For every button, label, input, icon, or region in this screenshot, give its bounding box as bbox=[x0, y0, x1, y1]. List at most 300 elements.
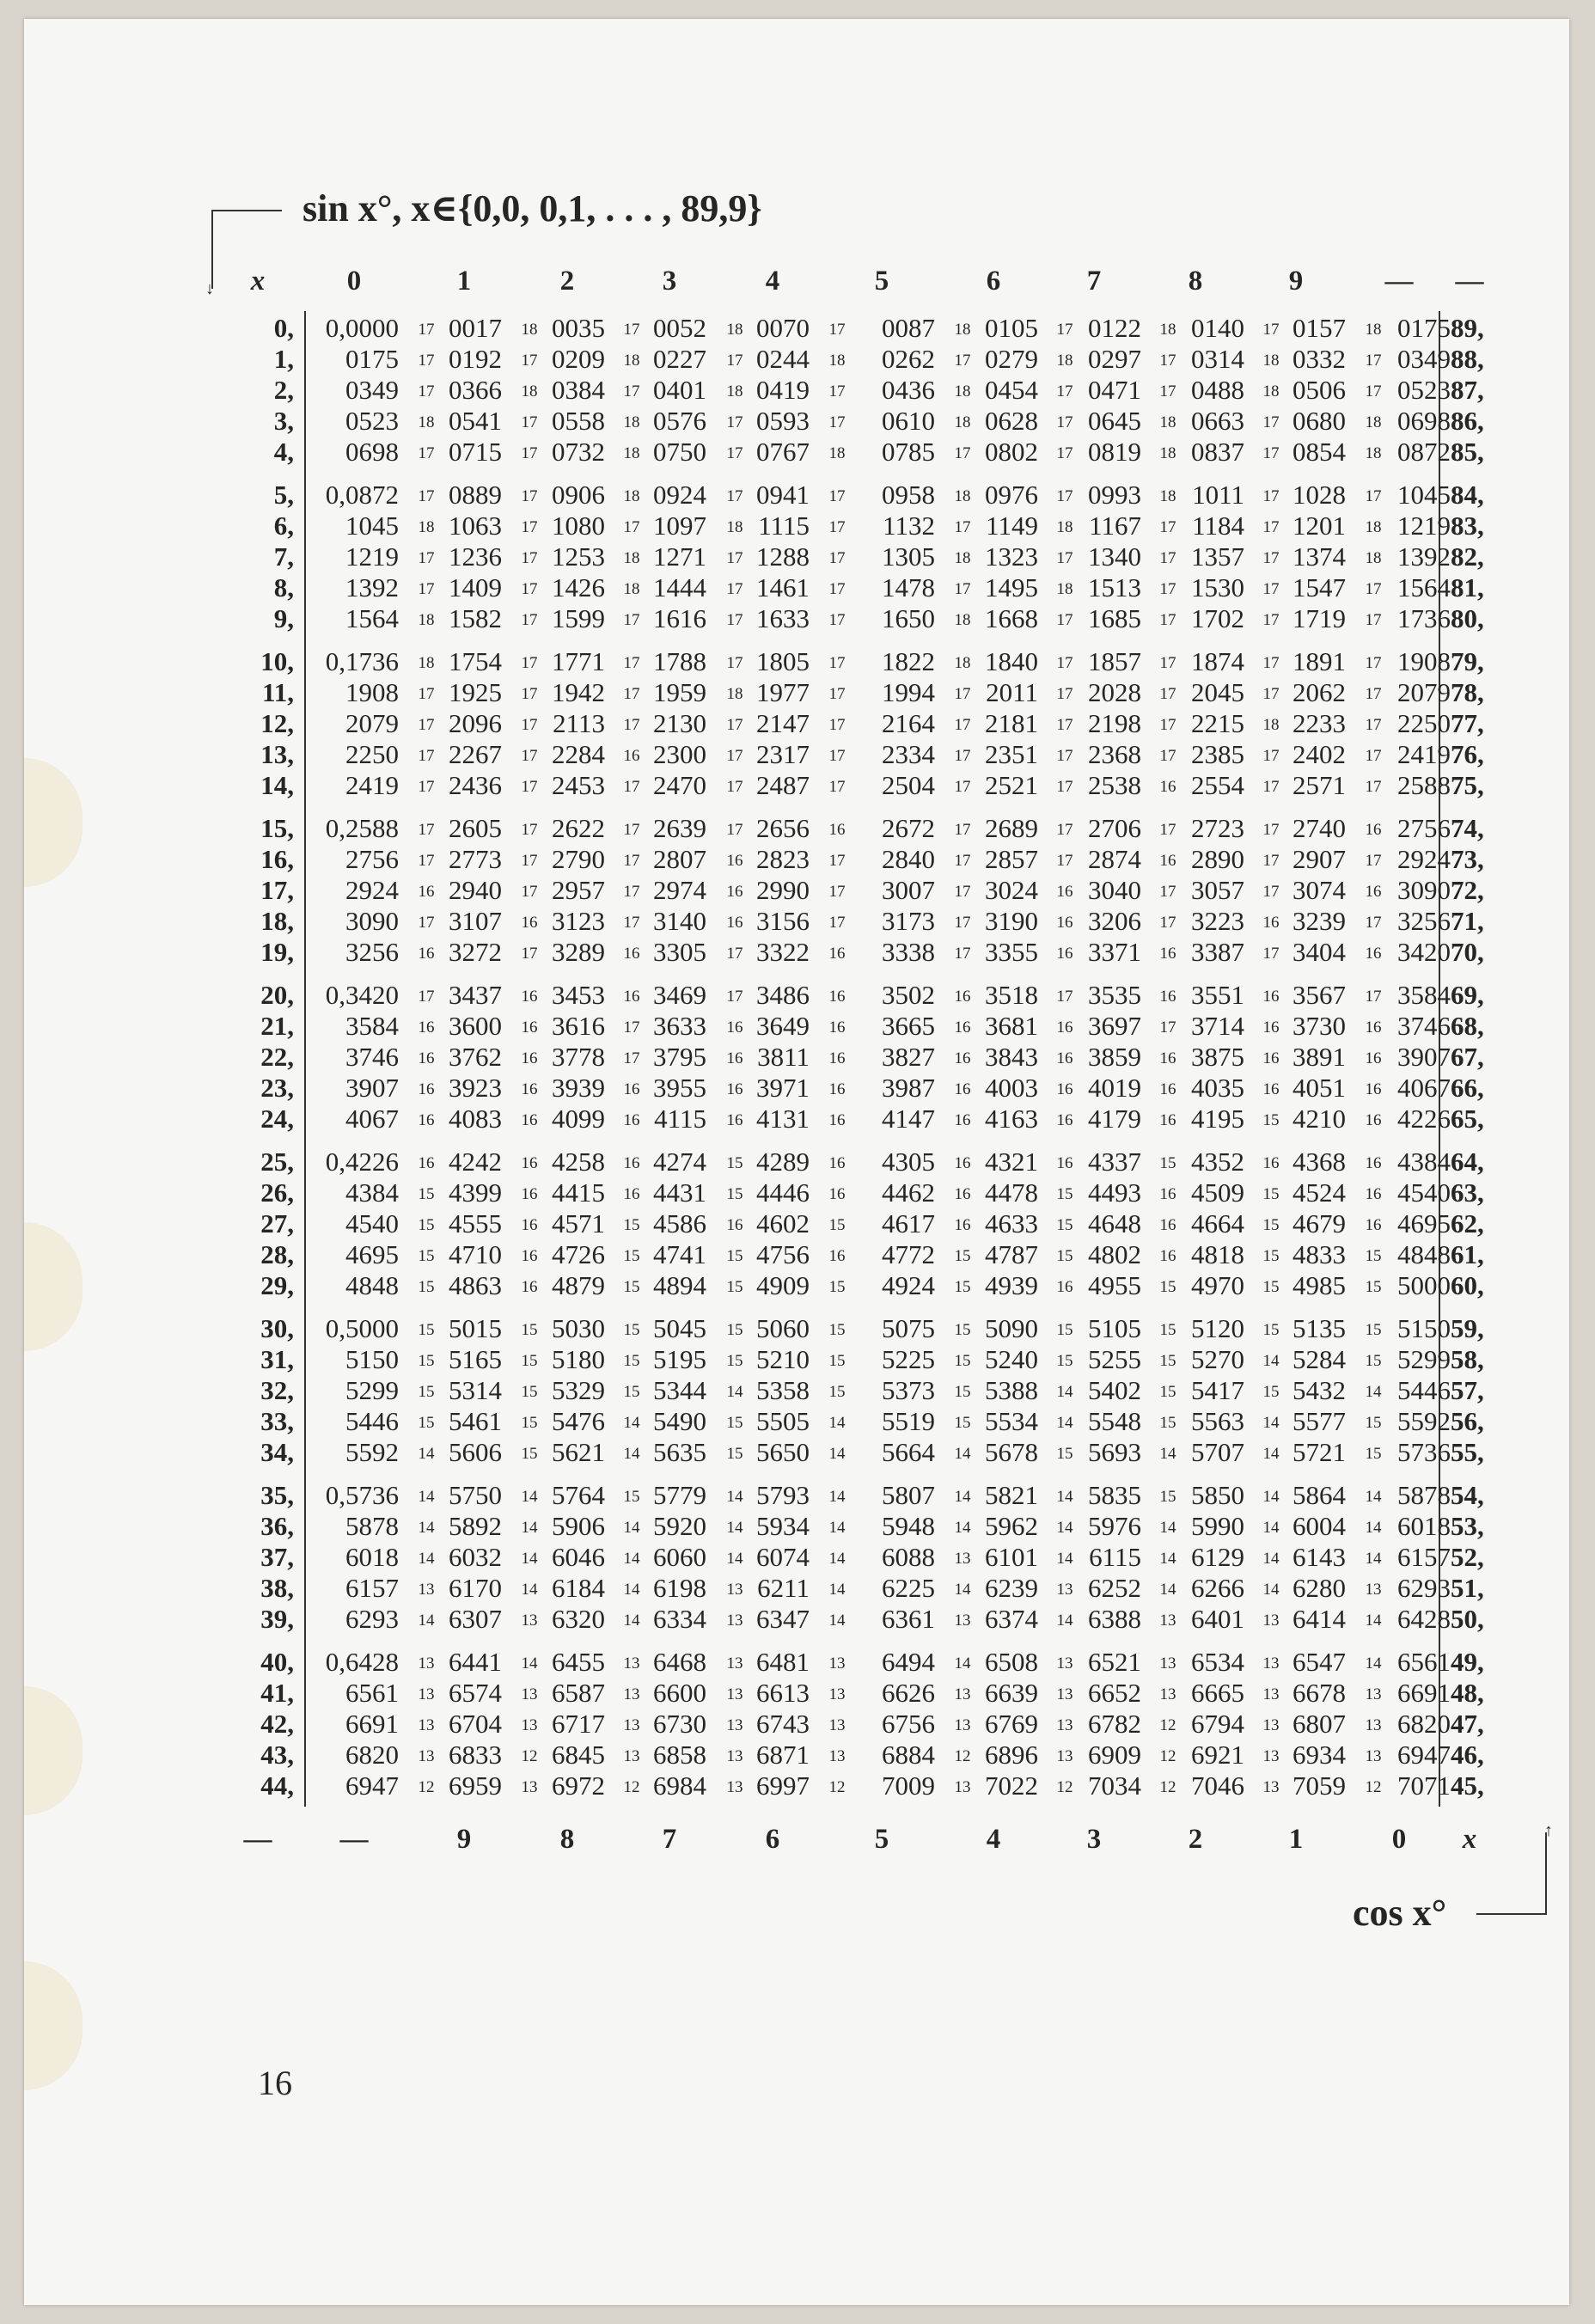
row-degree-label: 9, bbox=[273, 603, 294, 633]
sine-value: 5000 bbox=[1397, 1270, 1451, 1300]
difference-value: 16 bbox=[726, 883, 743, 901]
difference-value: 15 bbox=[828, 1383, 846, 1401]
difference-value: 18 bbox=[726, 685, 743, 703]
difference-value: 17 bbox=[1262, 580, 1280, 598]
difference-value: 15 bbox=[623, 1278, 640, 1296]
table-row bbox=[24, 1239, 1569, 1270]
row-cos-degree-label: 79, bbox=[1451, 646, 1484, 676]
sine-value: 3024 bbox=[985, 875, 1038, 905]
difference-value: 12 bbox=[1159, 1716, 1176, 1734]
difference-value: 13 bbox=[1365, 1581, 1382, 1599]
difference-value: 17 bbox=[726, 988, 743, 1006]
difference-value: 15 bbox=[418, 1321, 435, 1339]
sine-value: 4710 bbox=[449, 1239, 502, 1269]
sine-value: 4384 bbox=[345, 1177, 399, 1208]
row-degree-label: 25, bbox=[260, 1147, 294, 1177]
sine-value: 0976 bbox=[985, 480, 1038, 510]
difference-value: 16 bbox=[1262, 988, 1280, 1006]
sine-value: 1754 bbox=[449, 646, 502, 676]
row-cos-degree-label: 86, bbox=[1451, 406, 1484, 436]
difference-value: 16 bbox=[954, 1185, 971, 1203]
difference-value: 16 bbox=[828, 988, 846, 1006]
row-degree-label: 41, bbox=[260, 1678, 294, 1708]
difference-value: 15 bbox=[1056, 1321, 1073, 1339]
table-row bbox=[24, 437, 1569, 468]
sine-value: 3173 bbox=[882, 906, 935, 936]
difference-value: 17 bbox=[418, 852, 435, 870]
difference-value: 16 bbox=[1262, 1049, 1280, 1067]
table-row bbox=[24, 646, 1569, 677]
sine-value: 0576 bbox=[653, 406, 706, 436]
difference-value: 17 bbox=[418, 716, 435, 734]
difference-value: 13 bbox=[521, 1778, 538, 1796]
difference-value: 14 bbox=[1262, 1519, 1280, 1537]
sine-value: 4431 bbox=[653, 1177, 706, 1208]
sine-value: 1028 bbox=[1292, 480, 1346, 510]
sine-value: 2622 bbox=[552, 813, 605, 843]
row-degree-label: 6, bbox=[273, 511, 294, 541]
difference-value: 17 bbox=[828, 487, 846, 505]
sine-value: 3007 bbox=[882, 875, 935, 905]
header-cell-1: 0 bbox=[346, 266, 362, 297]
footer-cell-12: x bbox=[1462, 1824, 1477, 1855]
difference-value: 13 bbox=[1365, 1747, 1382, 1765]
difference-value: 18 bbox=[726, 321, 743, 339]
header-cell-2: 1 bbox=[456, 266, 472, 297]
difference-value: 17 bbox=[1056, 716, 1073, 734]
difference-value: 17 bbox=[1365, 778, 1382, 796]
sine-value: 3827 bbox=[882, 1042, 935, 1072]
difference-value: 18 bbox=[726, 518, 743, 536]
difference-value: 14 bbox=[418, 1488, 435, 1506]
difference-value: 15 bbox=[726, 1185, 743, 1203]
difference-value: 15 bbox=[418, 1414, 435, 1432]
sine-value: 6730 bbox=[653, 1709, 706, 1739]
sine-value: 3305 bbox=[653, 937, 706, 967]
sine-value: 6587 bbox=[552, 1678, 605, 1708]
sine-value: 0157 bbox=[1292, 313, 1346, 343]
sine-value: 5060 bbox=[756, 1313, 810, 1343]
sine-value: 1925 bbox=[449, 677, 502, 707]
sine-value: 1942 bbox=[552, 677, 605, 707]
sine-value: 0209 bbox=[552, 344, 605, 374]
difference-value: 16 bbox=[1056, 945, 1073, 963]
footer-cell-10: 1 bbox=[1288, 1824, 1304, 1855]
difference-value: 15 bbox=[418, 1383, 435, 1401]
sine-value: 3907 bbox=[345, 1073, 399, 1103]
row-degree-label: 34, bbox=[260, 1437, 294, 1467]
difference-value: 15 bbox=[1262, 1247, 1280, 1265]
sine-value: 2656 bbox=[756, 813, 810, 843]
sine-value: 2147 bbox=[756, 708, 810, 738]
sine-value: 3338 bbox=[882, 937, 935, 967]
difference-value: 14 bbox=[954, 1488, 971, 1506]
difference-value: 18 bbox=[828, 352, 846, 370]
sine-value: 4163 bbox=[985, 1104, 1038, 1134]
sine-value: 4067 bbox=[345, 1104, 399, 1134]
difference-value: 17 bbox=[954, 716, 971, 734]
difference-value: 18 bbox=[726, 382, 743, 401]
sine-value: 0279 bbox=[985, 344, 1038, 374]
table-row bbox=[24, 980, 1569, 1011]
sine-value: 2907 bbox=[1292, 844, 1346, 874]
difference-value: 14 bbox=[1056, 1488, 1073, 1506]
sine-value: 4305 bbox=[882, 1147, 935, 1177]
sine-value: 3486 bbox=[756, 980, 810, 1010]
sine-value: 6934 bbox=[1292, 1740, 1346, 1770]
difference-value: 17 bbox=[828, 321, 846, 339]
sine-value: 5075 bbox=[882, 1313, 935, 1343]
sine-value: 1891 bbox=[1292, 646, 1346, 676]
sine-value: 0052 bbox=[653, 313, 706, 343]
sine-value: 2351 bbox=[985, 739, 1038, 769]
difference-value: 18 bbox=[954, 549, 971, 567]
sine-value: 5864 bbox=[1292, 1480, 1346, 1510]
difference-value: 14 bbox=[521, 1581, 538, 1599]
sine-value: 5878 bbox=[1397, 1480, 1451, 1510]
sine-value: 0349 bbox=[1397, 344, 1451, 374]
sine-value: 4493 bbox=[1088, 1177, 1141, 1208]
sine-value: 5329 bbox=[552, 1375, 605, 1405]
sine-value: 0419 bbox=[756, 375, 810, 405]
sine-value: 2790 bbox=[552, 844, 605, 874]
difference-value: 17 bbox=[521, 747, 538, 765]
difference-value: 18 bbox=[1159, 321, 1176, 339]
table-row bbox=[24, 1511, 1569, 1542]
sine-value: 0,3420 bbox=[325, 980, 399, 1010]
difference-value: 17 bbox=[1365, 685, 1382, 703]
sine-value: 0175 bbox=[1397, 313, 1451, 343]
sine-value: 1530 bbox=[1191, 572, 1244, 602]
difference-value: 17 bbox=[828, 778, 846, 796]
row-cos-degree-label: 76, bbox=[1451, 739, 1484, 769]
sine-value: 4540 bbox=[1397, 1177, 1451, 1208]
sine-value: 6266 bbox=[1191, 1573, 1244, 1603]
sine-value: 2436 bbox=[449, 770, 502, 800]
sine-value: 6794 bbox=[1191, 1709, 1244, 1739]
sine-value: 6639 bbox=[985, 1678, 1038, 1708]
difference-value: 17 bbox=[1262, 611, 1280, 629]
row-cos-degree-label: 70, bbox=[1451, 937, 1484, 967]
table-row bbox=[24, 739, 1569, 770]
sine-value: 3090 bbox=[345, 906, 399, 936]
sine-value: 6018 bbox=[345, 1542, 399, 1572]
difference-value: 16 bbox=[521, 1018, 538, 1037]
difference-value: 13 bbox=[726, 1778, 743, 1796]
sine-value: 3223 bbox=[1191, 906, 1244, 936]
sine-value: 3140 bbox=[653, 906, 706, 936]
sine-value: 6896 bbox=[985, 1740, 1038, 1770]
difference-value: 17 bbox=[623, 883, 640, 901]
difference-value: 16 bbox=[726, 1111, 743, 1129]
difference-value: 18 bbox=[623, 487, 640, 505]
table-row bbox=[24, 937, 1569, 968]
sine-value: 6293 bbox=[1397, 1573, 1451, 1603]
difference-value: 17 bbox=[418, 321, 435, 339]
difference-value: 16 bbox=[1262, 914, 1280, 932]
sine-value: 6884 bbox=[882, 1740, 935, 1770]
sine-value: 4648 bbox=[1088, 1208, 1141, 1238]
difference-value: 13 bbox=[1056, 1581, 1073, 1599]
table-row bbox=[24, 1573, 1569, 1604]
sine-value: 2045 bbox=[1191, 677, 1244, 707]
difference-value: 17 bbox=[1365, 580, 1382, 598]
sine-value: 5135 bbox=[1292, 1313, 1346, 1343]
sine-value: 4446 bbox=[756, 1177, 810, 1208]
difference-value: 17 bbox=[1365, 988, 1382, 1006]
difference-value: 17 bbox=[828, 654, 846, 672]
difference-value: 16 bbox=[1365, 1154, 1382, 1172]
difference-value: 16 bbox=[954, 1154, 971, 1172]
sine-value: 4772 bbox=[882, 1239, 935, 1269]
sine-value: 5835 bbox=[1088, 1480, 1141, 1510]
sine-value: 1219 bbox=[345, 541, 399, 572]
sine-value: 1857 bbox=[1088, 646, 1141, 676]
header-cell-8: 7 bbox=[1086, 266, 1102, 297]
difference-value: 17 bbox=[1262, 883, 1280, 901]
difference-value: 16 bbox=[954, 1049, 971, 1067]
difference-value: 13 bbox=[954, 1716, 971, 1734]
sine-value: 0941 bbox=[756, 480, 810, 510]
sine-value: 5358 bbox=[756, 1375, 810, 1405]
difference-value: 14 bbox=[828, 1488, 846, 1506]
sine-value: 3859 bbox=[1088, 1042, 1141, 1072]
difference-value: 14 bbox=[828, 1612, 846, 1630]
difference-value: 14 bbox=[828, 1550, 846, 1568]
sine-value: 1045 bbox=[345, 511, 399, 541]
sine-value: 2773 bbox=[449, 844, 502, 874]
row-cos-degree-label: 84, bbox=[1451, 480, 1484, 510]
sine-value: 6198 bbox=[653, 1573, 706, 1603]
sine-value: 6280 bbox=[1292, 1573, 1346, 1603]
sine-value: 1184 bbox=[1192, 511, 1244, 541]
sine-value: 5490 bbox=[653, 1406, 706, 1436]
difference-value: 15 bbox=[1159, 1352, 1176, 1370]
sine-value: 2300 bbox=[653, 739, 706, 769]
sine-value: 0732 bbox=[552, 437, 605, 467]
sine-value: 2740 bbox=[1292, 813, 1346, 843]
difference-value: 16 bbox=[828, 1049, 846, 1067]
sine-value: 3239 bbox=[1292, 906, 1346, 936]
row-cos-degree-label: 64, bbox=[1451, 1147, 1484, 1177]
sine-value: 3971 bbox=[756, 1073, 810, 1103]
row-degree-label: 11, bbox=[261, 677, 294, 707]
sine-value: 3107 bbox=[449, 906, 502, 936]
difference-value: 16 bbox=[521, 1278, 538, 1296]
difference-value: 15 bbox=[726, 1352, 743, 1370]
sine-value: 4939 bbox=[985, 1270, 1038, 1300]
difference-value: 18 bbox=[954, 611, 971, 629]
difference-value: 13 bbox=[418, 1747, 435, 1765]
difference-value: 17 bbox=[828, 852, 846, 870]
row-cos-degree-label: 80, bbox=[1451, 603, 1484, 633]
sine-value: 5807 bbox=[882, 1480, 935, 1510]
difference-value: 16 bbox=[726, 1080, 743, 1098]
sine-value: 5150 bbox=[1397, 1313, 1451, 1343]
sine-value: 0227 bbox=[653, 344, 706, 374]
table-row bbox=[24, 1406, 1569, 1437]
sine-value: 5240 bbox=[985, 1344, 1038, 1374]
row-degree-label: 36, bbox=[260, 1511, 294, 1541]
row-cos-degree-label: 58, bbox=[1451, 1344, 1484, 1374]
sine-value: 1977 bbox=[756, 677, 810, 707]
sine-value: 1011 bbox=[1192, 480, 1244, 510]
sine-value: 3600 bbox=[449, 1011, 502, 1041]
difference-value: 17 bbox=[623, 914, 640, 932]
difference-value: 17 bbox=[1365, 611, 1382, 629]
difference-value: 12 bbox=[1159, 1747, 1176, 1765]
difference-value: 18 bbox=[954, 382, 971, 401]
difference-value: 17 bbox=[1159, 580, 1176, 598]
difference-value: 17 bbox=[521, 852, 538, 870]
sine-value: 0244 bbox=[756, 344, 810, 374]
difference-value: 18 bbox=[954, 413, 971, 431]
difference-value: 15 bbox=[726, 1414, 743, 1432]
difference-value: 15 bbox=[726, 1278, 743, 1296]
difference-value: 13 bbox=[954, 1685, 971, 1703]
sine-value: 5045 bbox=[653, 1313, 706, 1343]
difference-value: 17 bbox=[1056, 747, 1073, 765]
column-header-row bbox=[24, 266, 1569, 300]
difference-value: 17 bbox=[1262, 821, 1280, 839]
difference-value: 17 bbox=[1056, 549, 1073, 567]
table-row bbox=[24, 541, 1569, 572]
difference-value: 17 bbox=[623, 382, 640, 401]
row-cos-degree-label: 61, bbox=[1451, 1239, 1484, 1269]
table-row bbox=[24, 1375, 1569, 1406]
difference-value: 15 bbox=[1159, 1383, 1176, 1401]
difference-value: 17 bbox=[1262, 321, 1280, 339]
difference-value: 16 bbox=[1159, 1080, 1176, 1098]
sine-value: 4147 bbox=[882, 1104, 935, 1134]
table-row bbox=[24, 875, 1569, 906]
header-cell-0: x bbox=[250, 266, 266, 297]
difference-value: 16 bbox=[521, 988, 538, 1006]
sine-value: 0140 bbox=[1191, 313, 1244, 343]
row-cos-degree-label: 57, bbox=[1451, 1375, 1484, 1405]
sine-value: 6428 bbox=[1397, 1604, 1451, 1634]
sine-value: 0070 bbox=[756, 313, 810, 343]
sine-value: 6347 bbox=[756, 1604, 810, 1634]
sine-value: 3584 bbox=[1397, 980, 1451, 1010]
sine-value: 4679 bbox=[1292, 1208, 1346, 1238]
table-row bbox=[24, 906, 1569, 937]
sine-value: 3987 bbox=[882, 1073, 935, 1103]
sine-value: 0837 bbox=[1191, 437, 1244, 467]
sine-value: 4337 bbox=[1088, 1147, 1141, 1177]
difference-value: 17 bbox=[726, 487, 743, 505]
difference-value: 16 bbox=[1365, 945, 1382, 963]
sine-value: 0698 bbox=[345, 437, 399, 467]
sine-value: 0,5000 bbox=[325, 1313, 399, 1343]
difference-value: 17 bbox=[726, 444, 743, 462]
row-cos-degree-label: 83, bbox=[1451, 511, 1484, 541]
table-row bbox=[24, 1604, 1569, 1635]
sine-value: 3665 bbox=[882, 1011, 935, 1041]
difference-value: 17 bbox=[623, 821, 640, 839]
difference-value: 16 bbox=[623, 1154, 640, 1172]
sine-value: 5030 bbox=[552, 1313, 605, 1343]
sine-value: 0,0872 bbox=[325, 480, 399, 510]
difference-value: 15 bbox=[954, 1321, 971, 1339]
difference-value: 16 bbox=[954, 1080, 971, 1098]
sine-value: 2706 bbox=[1088, 813, 1141, 843]
difference-value: 17 bbox=[954, 945, 971, 963]
sine-value: 0401 bbox=[653, 375, 706, 405]
sine-value: 6414 bbox=[1292, 1604, 1346, 1634]
row-degree-label: 22, bbox=[260, 1042, 294, 1072]
difference-value: 17 bbox=[521, 580, 538, 598]
sine-value: 6481 bbox=[756, 1647, 810, 1677]
difference-value: 16 bbox=[418, 1111, 435, 1129]
table-row bbox=[24, 1177, 1569, 1208]
difference-value: 14 bbox=[1262, 1445, 1280, 1463]
difference-value: 18 bbox=[623, 549, 640, 567]
difference-value: 16 bbox=[1262, 1154, 1280, 1172]
difference-value: 18 bbox=[1056, 352, 1073, 370]
difference-value: 13 bbox=[623, 1716, 640, 1734]
difference-value: 14 bbox=[1056, 1383, 1073, 1401]
sine-value: 6320 bbox=[552, 1604, 605, 1634]
sine-value: 6211 bbox=[757, 1573, 810, 1603]
sine-value: 6691 bbox=[1397, 1678, 1451, 1708]
difference-value: 13 bbox=[1262, 1747, 1280, 1765]
header-cell-5: 4 bbox=[765, 266, 780, 297]
difference-value: 16 bbox=[828, 1111, 846, 1129]
sine-value: 3437 bbox=[449, 980, 502, 1010]
sine-value: 1357 bbox=[1191, 541, 1244, 572]
sine-value: 2453 bbox=[552, 770, 605, 800]
sine-value: 6293 bbox=[345, 1604, 399, 1634]
sine-value: 2957 bbox=[552, 875, 605, 905]
table-row bbox=[24, 1042, 1569, 1073]
sine-value: 0087 bbox=[882, 313, 935, 343]
difference-value: 14 bbox=[1262, 1414, 1280, 1432]
sine-value: 2571 bbox=[1292, 770, 1346, 800]
sine-value: 3616 bbox=[552, 1011, 605, 1041]
sine-value: 5195 bbox=[653, 1344, 706, 1374]
difference-value: 17 bbox=[1159, 883, 1176, 901]
difference-value: 17 bbox=[1056, 321, 1073, 339]
difference-value: 16 bbox=[1365, 1018, 1382, 1037]
row-cos-degree-label: 69, bbox=[1451, 980, 1484, 1010]
sine-value: 4571 bbox=[552, 1208, 605, 1238]
sine-value: 5505 bbox=[756, 1406, 810, 1436]
difference-value: 15 bbox=[521, 1352, 538, 1370]
difference-value: 13 bbox=[954, 1612, 971, 1630]
difference-value: 14 bbox=[828, 1581, 846, 1599]
difference-value: 17 bbox=[1056, 611, 1073, 629]
cos-bracket bbox=[1476, 1821, 1553, 1915]
sine-value: 0,6428 bbox=[325, 1647, 399, 1677]
sine-value: 5577 bbox=[1292, 1406, 1346, 1436]
difference-value: 15 bbox=[1262, 1278, 1280, 1296]
difference-value: 16 bbox=[726, 914, 743, 932]
sine-value: 5693 bbox=[1088, 1437, 1141, 1467]
sine-value: 5548 bbox=[1088, 1406, 1141, 1436]
difference-value: 13 bbox=[954, 1778, 971, 1796]
sine-value: 0035 bbox=[552, 313, 605, 343]
difference-value: 17 bbox=[726, 945, 743, 963]
row-degree-label: 42, bbox=[260, 1709, 294, 1739]
row-degree-label: 32, bbox=[260, 1375, 294, 1405]
row-degree-label: 1, bbox=[273, 344, 294, 374]
row-cos-degree-label: 60, bbox=[1451, 1270, 1484, 1300]
difference-value: 17 bbox=[1056, 821, 1073, 839]
row-degree-label: 14, bbox=[260, 770, 294, 800]
difference-value: 16 bbox=[521, 1080, 538, 1098]
difference-value: 17 bbox=[828, 747, 846, 765]
